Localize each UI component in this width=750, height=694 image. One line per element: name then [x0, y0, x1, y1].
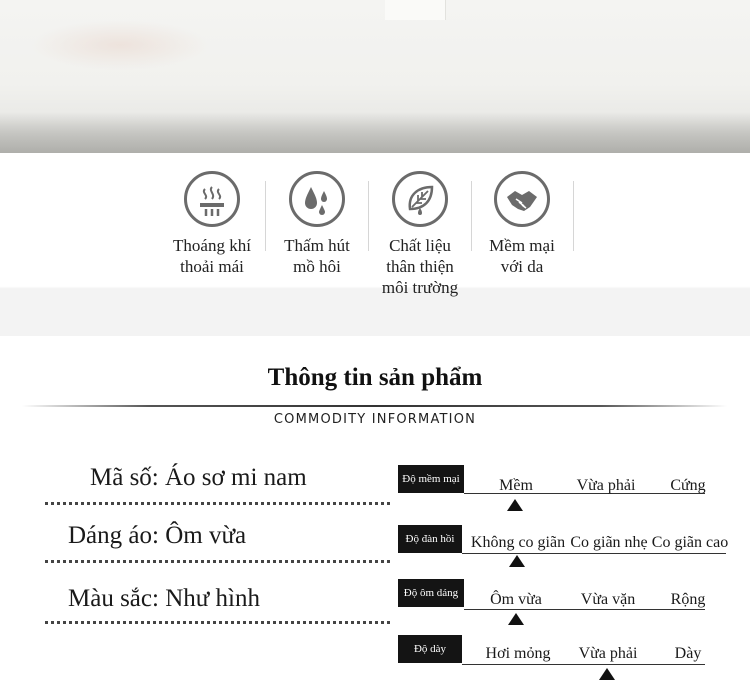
sweat-absorb-icon — [289, 171, 345, 227]
feature-label-line: với da — [500, 257, 544, 276]
scale-marker — [508, 613, 524, 625]
feature-label-line: Thoáng khí — [173, 236, 251, 255]
product-photo — [0, 0, 750, 153]
scale-option: Vừa phải — [578, 645, 638, 662]
dotted-divider — [45, 502, 390, 505]
feature-label — [472, 235, 572, 277]
section-subtitle: COMMODITY INFORMATION — [273, 412, 477, 427]
dotted-divider — [45, 621, 390, 624]
scale-option: Vừa vặn — [580, 591, 636, 608]
handshake-icon — [494, 171, 550, 227]
photo-tag — [385, 0, 446, 20]
scale-label-thickness: Độ dày — [398, 635, 462, 663]
scale-option: Co giãn cao — [651, 534, 729, 551]
feature-soft-on-skin — [472, 171, 572, 277]
feature-label-line: Thấm hút — [284, 236, 350, 255]
scale-option: Rộng — [670, 591, 706, 608]
scale-option: Ôm vừa — [490, 591, 542, 608]
scale-option: Hơi mỏng — [485, 645, 551, 662]
scale-label-elasticity: Độ đàn hồi — [398, 525, 462, 553]
photo-fold-shadow — [0, 112, 750, 153]
feature-divider — [573, 181, 574, 251]
eco-leaf-icon — [392, 171, 448, 227]
feature-label-line: môi trường — [381, 278, 459, 297]
feature-label-line: thân thiện — [386, 257, 454, 276]
scale-label-softness: Độ mềm mại — [398, 465, 464, 493]
dotted-divider — [45, 560, 390, 563]
spec-color: Màu sắc: Như hình — [68, 585, 260, 612]
scale-marker — [599, 668, 615, 680]
feature-label-line: Chất liệu — [389, 236, 451, 255]
scale-marker — [507, 499, 523, 511]
scale-line — [464, 609, 705, 610]
scale-option: Dày — [674, 645, 702, 662]
feature-label-line: mồ hôi — [293, 257, 341, 276]
spec-product-code: Mã số: Áo sơ mi nam — [90, 464, 307, 491]
feature-label — [370, 235, 470, 298]
scale-option: Không co giãn — [470, 534, 566, 551]
scale-marker — [509, 555, 525, 567]
feature-eco-material — [370, 171, 470, 298]
title-divider — [22, 405, 727, 407]
scale-label-fit: Độ ôm dáng — [398, 579, 464, 607]
spec-fit: Dáng áo: Ôm vừa — [68, 522, 247, 549]
feature-sweat-absorb — [267, 171, 367, 277]
scale-option: Mềm — [499, 477, 533, 494]
photo-blur — [30, 20, 210, 70]
feature-divider — [368, 181, 369, 251]
feature-label — [267, 235, 367, 277]
scale-option: Cứng — [670, 477, 706, 494]
scale-option: Co giãn nhẹ — [570, 534, 648, 551]
feature-breathable — [162, 171, 262, 277]
feature-label — [162, 235, 262, 277]
feature-label-line: thoải mái — [180, 257, 244, 276]
feature-label-line: Mềm mại — [489, 236, 555, 255]
feature-divider — [265, 181, 266, 251]
breathable-icon — [184, 171, 240, 227]
scale-option: Vừa phải — [576, 477, 636, 494]
scale-line — [462, 553, 726, 554]
section-title: Thông tin sản phẩm — [267, 364, 483, 391]
scale-line — [462, 664, 705, 665]
features-band — [0, 153, 750, 336]
